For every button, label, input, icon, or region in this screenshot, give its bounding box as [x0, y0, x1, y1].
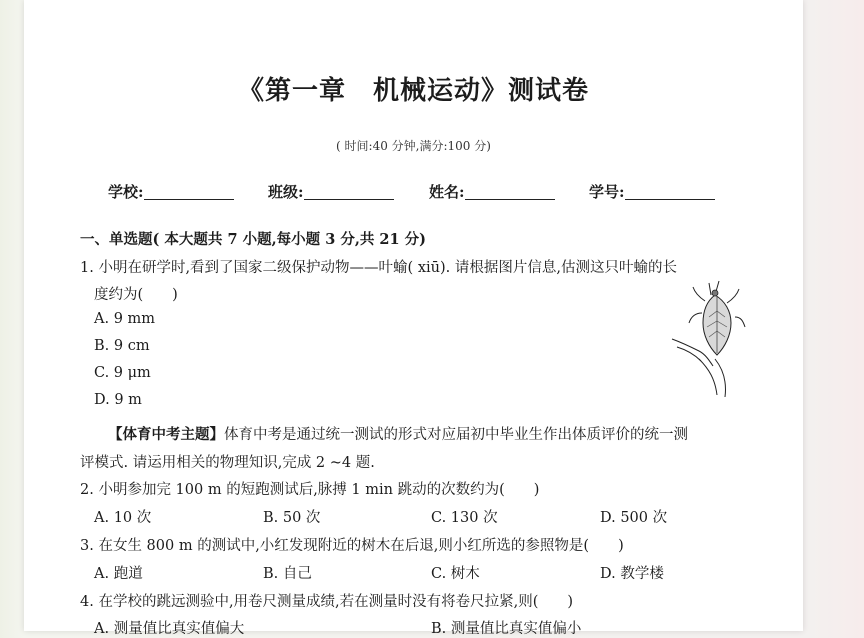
school-label: 学校: — [108, 183, 144, 201]
page-title: 《第一章 机械运动》测试卷 — [237, 76, 589, 106]
q3-stem: 3. 在女生 800 m 的测试中,小红发现附近的树木在后退,则小红所选的参照物是( ) — [80, 538, 624, 554]
q3-option-d: D. 教学楼 — [600, 566, 664, 582]
q1-option-b: B. 9 cm — [94, 338, 150, 354]
theme-intro-line1 — [108, 423, 688, 444]
theme-intro-line2: 评模式. 请运用相关的物理知识,完成 2 ~4 题. — [80, 455, 375, 471]
q4-option-b: B. 测量值比真实值偏小 — [431, 621, 582, 637]
student-id-blank[interactable] — [625, 183, 715, 200]
name-blank[interactable] — [465, 183, 555, 200]
school-blank[interactable] — [144, 183, 234, 200]
class-blank[interactable] — [304, 183, 394, 200]
class-label: 班级: — [268, 183, 304, 201]
q1-option-c: C. 9 μm — [94, 365, 151, 381]
class-field[interactable] — [268, 181, 394, 202]
q4-stem: 4. 在学校的跳远测验中,用卷尺测量成绩,若在测量时没有将卷尺拉紧,则( ) — [80, 594, 574, 610]
theme-text: 体育中考是通过统一测试的形式对应届初中毕业生作出体质评价的统一测 — [224, 427, 688, 443]
q2-option-d: D. 500 次 — [600, 510, 668, 526]
q1-option-a: A. 9 mm — [94, 311, 156, 327]
q1-stem-line2: 度约为( ) — [94, 287, 178, 303]
student-id-field[interactable] — [589, 181, 715, 202]
q3-option-c: C. 树木 — [431, 566, 480, 582]
time-score-info: ( 时间:40 分钟,满分:100 分) — [336, 139, 491, 153]
name-field[interactable] — [429, 181, 555, 202]
q1-option-d: D. 9 m — [94, 392, 142, 408]
q2-option-a: A. 10 次 — [94, 510, 152, 526]
exam-paper — [24, 0, 803, 637]
q4-option-a: A. 测量值比真实值偏大 — [94, 621, 245, 637]
section-heading: 一、单选题( 本大题共 7 小题,每小题 3 分,共 21 分) — [80, 231, 427, 248]
q1-stem-line1: 1. 小明在研学时,看到了国家二级保护动物——叶蝓( xiū). 请根据图片信息,估测这只叶蝓的长 — [80, 260, 677, 276]
q2-stem: 2. 小明参加完 100 m 的短跑测试后,脉搏 1 min 跳动的次数约为( ) — [80, 482, 540, 498]
theme-tag: 【体育中考主题】 — [108, 426, 224, 443]
q2-option-c: C. 130 次 — [431, 510, 498, 526]
q2-option-b: B. 50 次 — [263, 510, 321, 526]
student-id-label: 学号: — [589, 183, 625, 201]
leaf-insect-figure — [669, 277, 749, 403]
q3-option-a: A. 跑道 — [94, 566, 143, 582]
school-field[interactable] — [108, 181, 234, 202]
name-label: 姓名: — [429, 183, 465, 201]
q3-option-b: B. 自己 — [263, 566, 312, 582]
